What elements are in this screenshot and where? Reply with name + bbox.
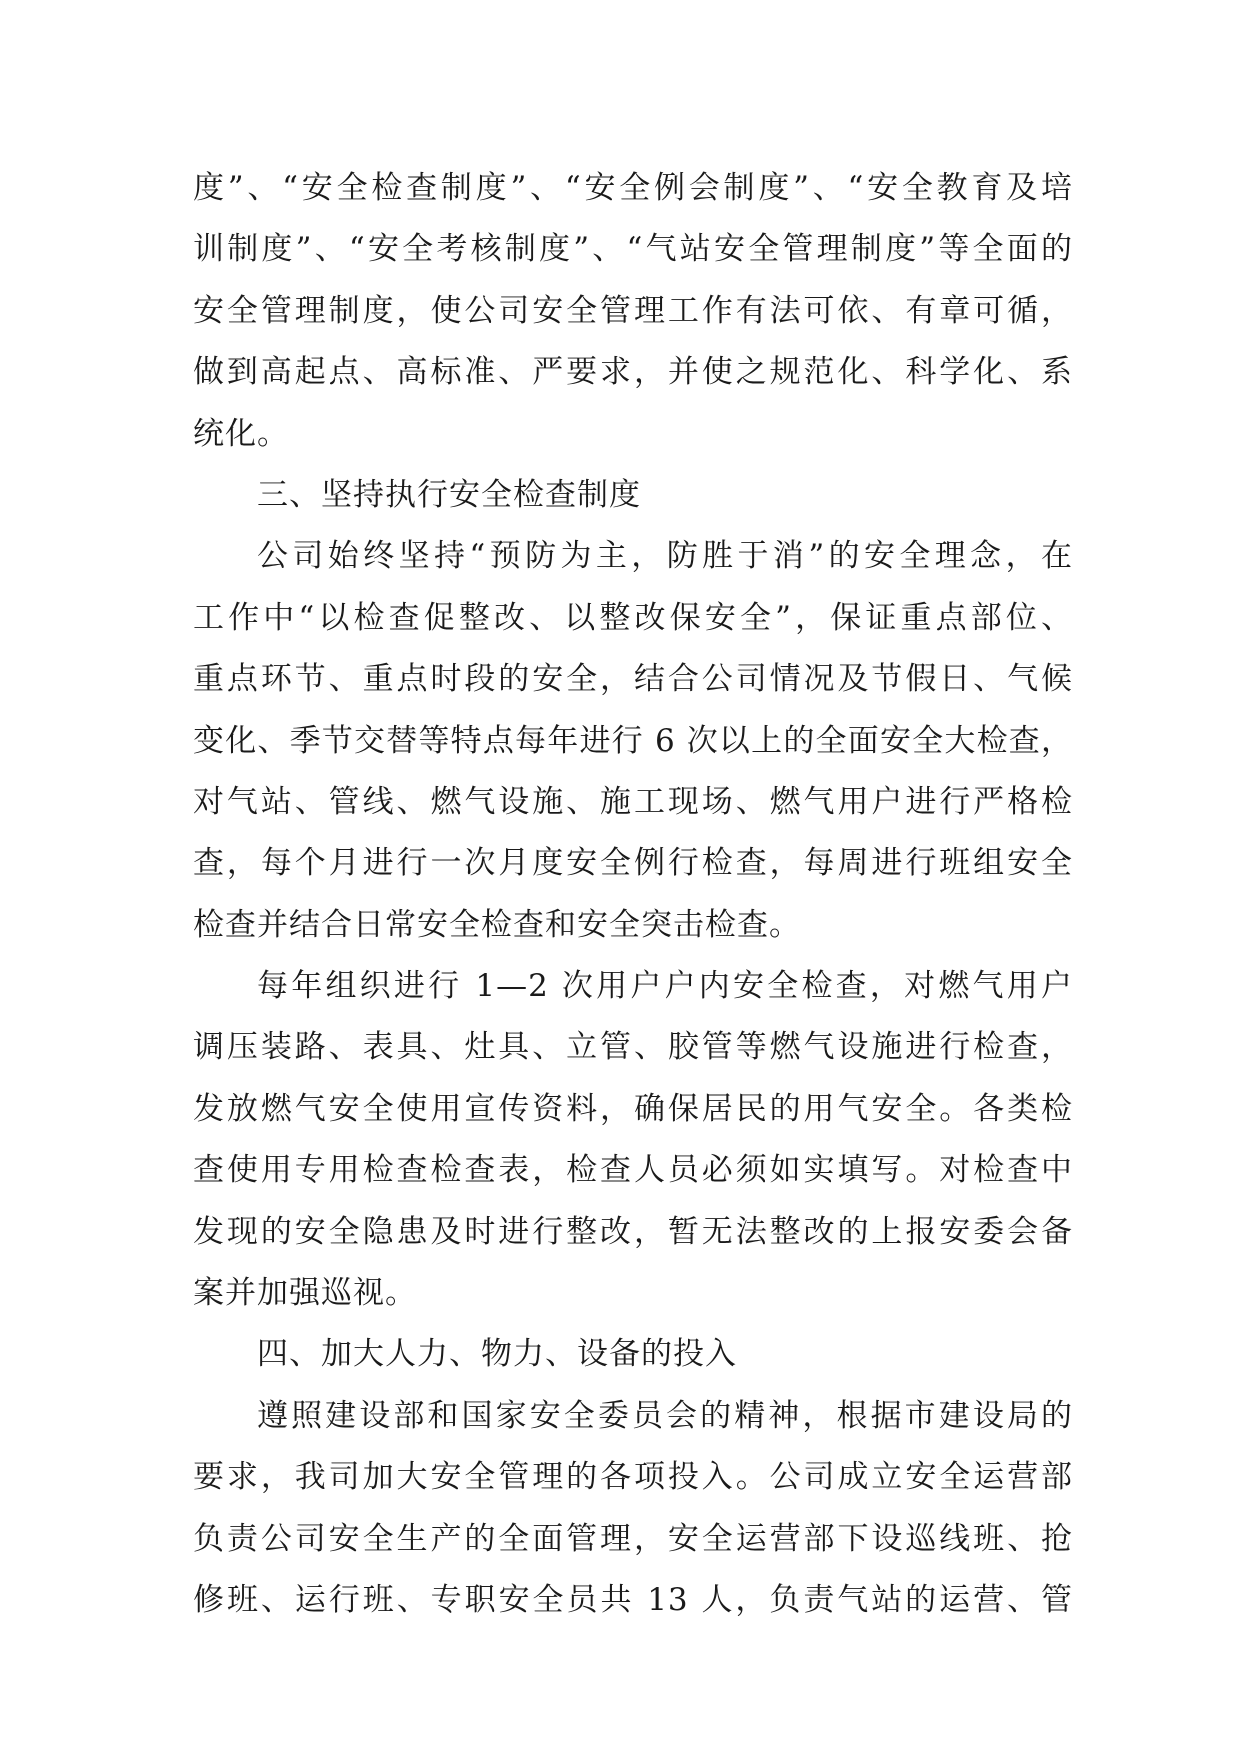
text-line: 发放燃气安全使用宣传资料，确保居民的用气安全。各类检 xyxy=(193,1090,1073,1127)
text-line: 要求，我司加大安全管理的各项投入。公司成立安全运营部 xyxy=(193,1459,1073,1496)
text-line: 每年组织进行 1—2 次用户户内安全检查，对燃气用户 xyxy=(257,968,1073,1005)
text-line: 三、坚持执行安全检查制度 xyxy=(257,476,641,513)
text-line: 安全管理制度，使公司安全管理工作有法可依、有章可循， xyxy=(193,292,1073,329)
text-line: 做到高起点、高标准、严要求，并使之规范化、科学化、系 xyxy=(193,354,1073,391)
text-line: 案并加强巡视。 xyxy=(193,1275,417,1312)
text-line: 调压装路、表具、灶具、立管、胶管等燃气设施进行检查， xyxy=(193,1029,1073,1066)
text-line: 四、加大人力、物力、设备的投入 xyxy=(257,1336,737,1373)
text-line: 负责公司安全生产的全面管理，安全运营部下设巡线班、抢 xyxy=(193,1520,1073,1557)
text-line: 发现的安全隐患及时进行整改，暂无法整改的上报安委会备 xyxy=(193,1213,1073,1250)
text-line: 公司始终坚持“预防为主，防胜于消”的安全理念，在 xyxy=(257,538,1073,575)
text-line: 查使用专用检查检查表，检查人员必须如实填写。对检查中 xyxy=(193,1152,1073,1189)
text-line: 对气站、管线、燃气设施、施工现场、燃气用户进行严格检 xyxy=(193,783,1073,820)
text-line: 重点环节、重点时段的安全，结合公司情况及节假日、气候 xyxy=(193,661,1073,698)
document-body xyxy=(193,158,1073,1631)
text-line: 修班、运行班、专职安全员共 13 人，负责气站的运营、管 xyxy=(193,1581,1073,1618)
text-line: 变化、季节交替等特点每年进行 6 次以上的全面安全大检查， xyxy=(193,722,1073,759)
text-line: 度”、“安全检查制度”、“安全例会制度”、“安全教育及培 xyxy=(193,170,1073,206)
text-line: 检查并结合日常安全检查和安全突击检查。 xyxy=(193,906,801,943)
text-line: 工作中“以检查促整改、以整改保安全”，保证重点部位、 xyxy=(193,599,1073,636)
text-line: 训制度”、“安全考核制度”、“气站安全管理制度”等全面的 xyxy=(193,231,1073,268)
text-line: 遵照建设部和国家安全委员会的精神，根据市建设局的 xyxy=(257,1397,1073,1434)
text-line: 查，每个月进行一次月度安全例行检查，每周进行班组安全 xyxy=(193,845,1073,882)
text-line: 统化。 xyxy=(193,415,289,452)
